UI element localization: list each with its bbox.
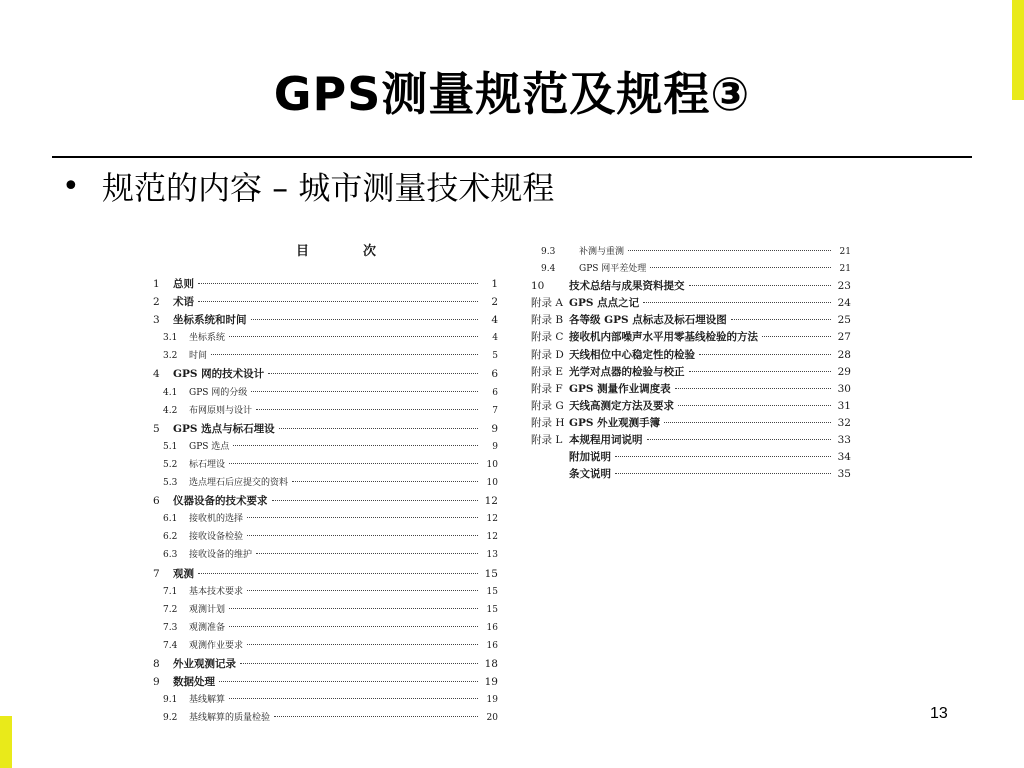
- toc-leader-dots: [211, 354, 478, 355]
- toc-entry-label: 时间: [189, 351, 208, 362]
- toc-entry: [153, 276, 498, 294]
- toc-leader-dots: [240, 663, 478, 664]
- toc-entry-page: 16: [486, 622, 498, 633]
- toc-entry-label: 标石埋设: [189, 459, 226, 470]
- toc-entry-label: 仪器设备的技术要求: [173, 495, 268, 508]
- toc-entry-label: 各等级 GPS 点标志及标石埋设图: [569, 314, 727, 327]
- toc-leader-dots: [247, 517, 478, 518]
- toc-entry-page: 15: [486, 604, 498, 615]
- toc-entry-page: 4: [491, 314, 498, 327]
- toc-entry-label: 接收机的选择: [189, 514, 244, 525]
- toc-entry-page: 24: [837, 297, 851, 310]
- toc-entry: [153, 403, 498, 421]
- bullet-item: [62, 162, 554, 210]
- toc-entry: [531, 364, 851, 381]
- toc-entry-page: 20: [486, 713, 498, 724]
- toc-entry-number: 9.1: [163, 695, 178, 706]
- toc-entry-label: GPS 网的技术设计: [173, 368, 265, 381]
- toc-entry-label: GPS 点点之记: [569, 297, 640, 310]
- toc-entry-page: 25: [837, 314, 851, 327]
- toc-entry-label: 基本技术要求: [189, 586, 244, 597]
- toc-entry-page: 35: [837, 468, 851, 481]
- toc-entry-number: 9.4: [541, 264, 556, 275]
- toc-leader-dots: [699, 354, 831, 355]
- toc-entry-label: 条文说明: [569, 468, 611, 481]
- toc-leader-dots: [229, 463, 478, 464]
- toc-entry: [153, 511, 498, 529]
- toc-entry-label: GPS 选点: [189, 441, 230, 452]
- toc-entry: [531, 329, 851, 346]
- toc-entry: [153, 602, 498, 620]
- toc-leader-dots: [198, 283, 478, 284]
- toc-entry-label: 总则: [173, 278, 194, 290]
- toc-entry-number: 附录 L: [531, 434, 563, 447]
- toc-entry-label: 补测与重测: [579, 247, 625, 257]
- toc-entry-label: GPS 网平差处理: [579, 264, 647, 275]
- toc-entry-number: 7.3: [163, 622, 178, 633]
- toc-entry-number: 7.2: [163, 604, 178, 615]
- toc-entry: [153, 348, 498, 366]
- toc-leader-dots: [762, 336, 831, 337]
- toc-entry-number: 7.1: [163, 586, 178, 597]
- toc-heading: [296, 240, 376, 259]
- toc-entry-number: 5: [153, 422, 160, 435]
- toc-entry-label: 天线相位中心稳定性的检验: [569, 348, 695, 361]
- toc-entry: [153, 312, 498, 330]
- toc-entry-label: 天线高测定方法及要求: [569, 399, 674, 412]
- toc-entry-number: 4.2: [163, 405, 178, 416]
- toc-entry: [153, 674, 498, 692]
- toc-leader-dots: [219, 681, 478, 682]
- toc-entry: [153, 656, 498, 674]
- toc-leader-dots: [198, 301, 478, 302]
- toc-leader-dots: [251, 319, 479, 320]
- toc-entry-page: 33: [837, 434, 851, 447]
- toc-entry: [153, 294, 498, 312]
- toc-entry: [153, 366, 498, 384]
- toc-leader-dots: [229, 336, 478, 337]
- toc-entry-page: 16: [486, 640, 498, 651]
- toc-leader-dots: [247, 535, 478, 536]
- toc-entry-page: 6: [491, 368, 498, 381]
- toc-entry-number: 9: [153, 676, 160, 689]
- toc-leader-dots: [268, 373, 478, 374]
- toc-entry-label: 术语: [173, 296, 194, 309]
- toc-entry-label: GPS 测量作业调度表: [569, 382, 671, 395]
- toc-entry: [531, 278, 851, 295]
- toc-entry: [153, 457, 498, 475]
- toc-leader-dots: [229, 698, 478, 699]
- toc-entry: [153, 584, 498, 602]
- accent-bar-bottom: [0, 716, 12, 768]
- toc-entry-page: 27: [837, 331, 851, 344]
- toc-leader-dots: [256, 409, 478, 410]
- toc-entry-label: GPS 网的分级: [189, 387, 248, 398]
- toc-entry-page: 28: [837, 348, 851, 361]
- toc-entry: [531, 347, 851, 364]
- toc-entry: [153, 638, 498, 656]
- toc-entry-label: 观测作业要求: [189, 640, 244, 651]
- toc-leader-dots: [615, 456, 831, 457]
- toc-entry-label: 接收设备检验: [189, 532, 244, 543]
- toc-entry: [153, 385, 498, 403]
- toc-entry-label: 观测计划: [189, 604, 226, 615]
- toc-entry-number: 4: [153, 368, 160, 381]
- toc-leader-dots: [233, 445, 478, 446]
- toc-leader-dots: [256, 553, 478, 554]
- toc-entry-label: 接收机内部噪声水平用零基线检验的方法: [569, 331, 758, 344]
- toc-entry-page: 15: [486, 586, 498, 597]
- toc-entry-page: 12: [486, 532, 498, 543]
- toc-entry-number: 8: [153, 657, 160, 670]
- toc-entry-page: 34: [837, 451, 851, 464]
- toc-entry-page: 21: [839, 264, 851, 275]
- toc-entry: [153, 620, 498, 638]
- toc-entry: [153, 547, 498, 565]
- toc-entry-label: 坐标系统和时间: [173, 314, 247, 327]
- toc-leader-dots: [689, 371, 832, 372]
- toc-entry: [531, 432, 851, 449]
- toc-entry-label: 数据处理: [173, 676, 215, 689]
- toc-entry-page: 23: [837, 280, 851, 293]
- toc-entry-page: 7: [492, 405, 498, 416]
- toc-entry-page: 12: [486, 514, 498, 525]
- bullet-text: 规范的内容 – 城市测量技术规程: [102, 169, 555, 207]
- toc-entry-number: 3.1: [163, 333, 178, 344]
- toc-leader-dots: [198, 573, 478, 574]
- toc-entry-number: 附录 H: [531, 416, 565, 429]
- toc-document-image: [153, 232, 858, 730]
- toc-leader-dots: [229, 608, 478, 609]
- toc-entry-page: 19: [484, 676, 498, 689]
- toc-entry-page: 9: [491, 422, 498, 435]
- toc-entry: [153, 439, 498, 457]
- toc-entry-number: 5.3: [163, 478, 178, 489]
- toc-entry-page: 21: [839, 247, 851, 257]
- toc-leader-dots: [229, 626, 478, 627]
- toc-entry: [531, 449, 851, 466]
- toc-right-column: [531, 244, 851, 483]
- toc-leader-dots: [251, 391, 478, 392]
- toc-entry-label: 布网原则与设计: [189, 405, 253, 416]
- toc-entry-label: 本规程用词说明: [569, 434, 643, 447]
- toc-entry-page: 32: [837, 416, 851, 429]
- toc-entry-number: 3.2: [163, 351, 178, 362]
- toc-leader-dots: [731, 319, 831, 320]
- toc-leader-dots: [643, 302, 831, 303]
- toc-entry-label: 观测: [173, 567, 194, 580]
- toc-entry: [531, 261, 851, 278]
- toc-entry-number: 附录 C: [531, 331, 564, 344]
- toc-leader-dots: [647, 439, 832, 440]
- page-number: 13: [930, 705, 948, 722]
- toc-entry-page: 13: [486, 550, 498, 561]
- toc-entry: [531, 381, 851, 398]
- toc-entry: [153, 421, 498, 439]
- toc-leader-dots: [279, 428, 478, 429]
- title-divider: [52, 156, 972, 158]
- toc-entry-label: 技术总结与成果资料提交: [569, 280, 685, 293]
- toc-entry-page: 2: [491, 296, 498, 309]
- toc-entry-page: 9: [492, 441, 498, 452]
- toc-entry-page: 5: [492, 351, 498, 362]
- bullet-dot-icon: •: [62, 168, 80, 204]
- toc-entry: [531, 415, 851, 432]
- toc-entry: [153, 710, 498, 728]
- toc-entry-number: 9.3: [541, 247, 556, 257]
- toc-entry-number: 4.1: [163, 387, 178, 398]
- toc-entry: [153, 566, 498, 584]
- toc-leader-dots: [247, 590, 478, 591]
- toc-entry-number: 5.2: [163, 459, 178, 470]
- toc-leader-dots: [274, 716, 478, 717]
- toc-entry-page: 31: [837, 399, 851, 412]
- toc-entry-number: 6.1: [163, 514, 178, 525]
- toc-entry-page: 18: [484, 657, 498, 670]
- toc-leader-dots: [664, 422, 831, 423]
- toc-entry: [531, 244, 851, 261]
- toc-entry-page: 19: [486, 695, 498, 706]
- toc-entry-number: 7: [153, 567, 160, 580]
- toc-entry-number: 附录 A: [531, 297, 563, 310]
- toc-entry-label: 附加说明: [569, 451, 611, 464]
- toc-entry-page: 10: [486, 459, 498, 470]
- toc-entry-page: 6: [492, 387, 498, 398]
- toc-entry-page: 29: [837, 365, 851, 378]
- toc-entry-number: 附录 E: [531, 365, 564, 378]
- toc-leader-dots: [628, 250, 831, 251]
- toc-entry-number: 1: [153, 278, 160, 290]
- toc-entry: [531, 312, 851, 329]
- toc-entry-number: 附录 D: [531, 348, 564, 361]
- toc-entry: [531, 398, 851, 415]
- toc-entry-page: 30: [837, 382, 851, 395]
- toc-entry-number: 5.1: [163, 441, 178, 452]
- toc-entry-number: 6: [153, 495, 160, 508]
- toc-entry-number: 附录 G: [531, 399, 564, 412]
- toc-leader-dots: [678, 405, 831, 406]
- toc-entry: [153, 529, 498, 547]
- toc-entry-number: 7.4: [163, 640, 178, 651]
- toc-entry-page: 4: [492, 333, 498, 344]
- toc-entry-page: 10: [486, 478, 498, 489]
- toc-leader-dots: [615, 473, 831, 474]
- toc-entry-label: 坐标系统: [189, 333, 226, 344]
- toc-entry-number: 10: [531, 280, 545, 293]
- toc-entry-label: 光学对点器的检验与校正: [569, 365, 685, 378]
- toc-entry-number: 6.3: [163, 550, 178, 561]
- toc-entry-label: 接收设备的维护: [189, 550, 253, 561]
- toc-entry-label: 观测准备: [189, 622, 226, 633]
- toc-entry: [153, 493, 498, 511]
- toc-entry-number: 2: [153, 296, 160, 309]
- toc-leader-dots: [689, 285, 832, 286]
- slide-title: GPS测量规范及规程③: [273, 67, 751, 121]
- toc-entry: [153, 475, 498, 493]
- toc-entry-page: 12: [484, 495, 498, 508]
- toc-heading-right: 次: [362, 244, 376, 259]
- toc-entry: [531, 466, 851, 483]
- toc-leader-dots: [675, 388, 831, 389]
- toc-entry: [153, 330, 498, 348]
- toc-entry-label: GPS 选点与标石埋设: [173, 422, 275, 435]
- toc-leader-dots: [247, 644, 478, 645]
- toc-entry-number: 附录 F: [531, 382, 563, 395]
- toc-entry: [153, 692, 498, 710]
- toc-entry-page: 1: [491, 278, 498, 290]
- toc-leader-dots: [272, 500, 479, 501]
- toc-left-column: [153, 276, 498, 728]
- toc-entry-label: 基线解算: [189, 695, 226, 706]
- toc-entry: [531, 295, 851, 312]
- toc-leader-dots: [292, 481, 478, 482]
- toc-heading-left: 目: [296, 244, 310, 259]
- toc-leader-dots: [650, 267, 831, 268]
- toc-entry-number: 附录 B: [531, 314, 564, 327]
- toc-entry-number: 6.2: [163, 532, 178, 543]
- toc-entry-number: 9.2: [163, 713, 178, 724]
- toc-entry-label: 外业观测记录: [173, 657, 236, 670]
- toc-entry-label: GPS 外业观测手簿: [569, 416, 661, 429]
- toc-entry-number: 3: [153, 314, 160, 327]
- toc-entry-page: 15: [484, 567, 498, 580]
- toc-entry-label: 基线解算的质量检验: [189, 713, 271, 724]
- toc-entry-label: 选点埋石后应提交的资料: [189, 478, 289, 489]
